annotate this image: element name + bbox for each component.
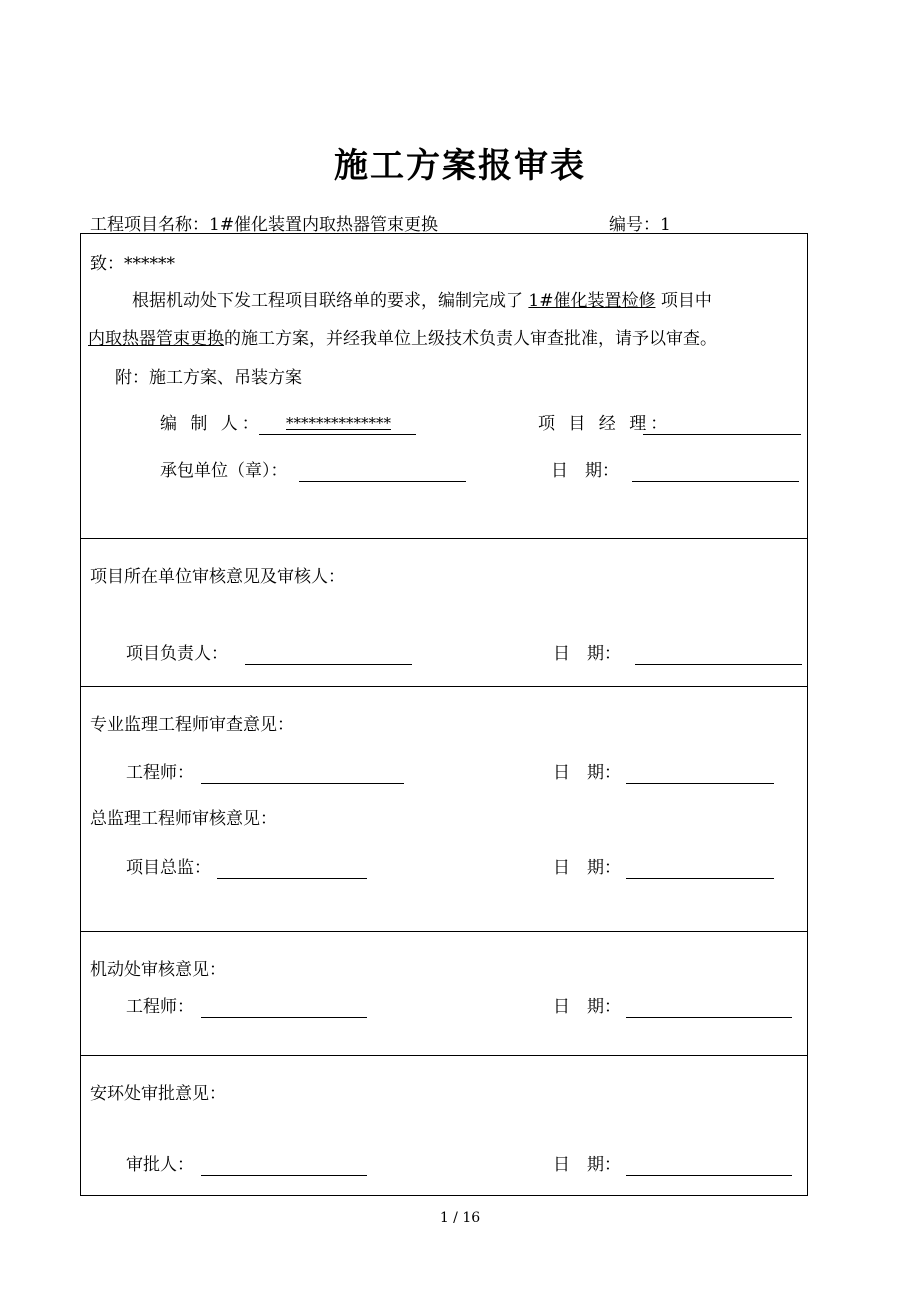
para-prefix: 根据机动处下发工程项目联络单的要求，编制完成了	[132, 291, 523, 311]
serial-label: 编号：	[609, 215, 660, 235]
date-label-1: 日 期：	[551, 461, 619, 481]
engineer-review-heading: 专业监理工程师审查意见：	[90, 715, 294, 735]
pm-line	[643, 434, 801, 435]
date-line-6	[626, 1175, 792, 1176]
submission-paragraph-line1	[132, 293, 712, 310]
para-link1: 1#催化装置检修	[528, 291, 656, 311]
chief-label: 项目总监：	[126, 858, 211, 878]
para-suffix: 的施工方案，并经我单位上级技术负责人审查批准，请予以审查。	[224, 329, 717, 349]
page-number: 1 / 16	[439, 1210, 481, 1226]
serial-number	[609, 210, 671, 235]
chief-review-heading: 总监理工程师审核意见：	[90, 809, 277, 829]
attachment: 附：施工方案、吊装方案	[115, 368, 302, 388]
date-line-2	[635, 664, 802, 665]
date-line-3	[626, 783, 774, 784]
date-label-2: 日 期：	[553, 644, 621, 664]
submission-paragraph-line2	[88, 331, 717, 348]
project-name-value: 1#催化装置内取热器管束更换	[209, 215, 439, 235]
engineer-line	[201, 783, 404, 784]
serial-value: 1	[660, 215, 671, 235]
unit-review-section	[80, 538, 808, 687]
safety-approval-heading: 安环处审批意见：	[90, 1084, 226, 1104]
date-line-5	[626, 1017, 792, 1018]
date-label-4: 日 期：	[553, 858, 621, 878]
contractor-line	[299, 481, 466, 482]
engineer-label: 工程师：	[126, 763, 194, 783]
pm-label: 项 目 经 理：	[538, 414, 672, 434]
para-mid: 项目中	[660, 291, 712, 311]
supervision-section	[80, 686, 808, 932]
recipient: 致：******	[90, 254, 175, 274]
date-line-4	[626, 878, 774, 879]
date-label-6: 日 期：	[553, 1155, 621, 1175]
project-name	[90, 210, 438, 235]
page-title: 施工方案报审表	[334, 146, 586, 186]
mech-engineer-label: 工程师：	[126, 997, 194, 1017]
unit-review-heading: 项目所在单位审核意见及审核人：	[90, 567, 345, 587]
compiler-label: 编 制 人：	[160, 414, 263, 434]
compiler-value: **************	[286, 414, 391, 432]
approver-line	[201, 1175, 367, 1176]
date-label-3: 日 期：	[553, 763, 621, 783]
mechanical-review-section	[80, 931, 808, 1056]
compiler-line	[259, 434, 416, 435]
mech-engineer-line	[201, 1017, 367, 1018]
contractor-label: 承包单位（章）：	[160, 461, 288, 481]
date-line-1	[632, 481, 799, 482]
date-label-5: 日 期：	[553, 997, 621, 1017]
project-lead-line	[245, 664, 412, 665]
para-link2: 内取热器管束更换	[88, 329, 224, 349]
approver-label: 审批人：	[126, 1155, 194, 1175]
project-lead-label: 项目负责人：	[126, 644, 228, 664]
safety-approval-section	[80, 1055, 808, 1196]
project-name-label: 工程项目名称：	[90, 215, 209, 235]
chief-line	[217, 878, 367, 879]
mechanical-review-heading: 机动处审核意见：	[90, 960, 226, 980]
submission-section	[80, 233, 808, 539]
